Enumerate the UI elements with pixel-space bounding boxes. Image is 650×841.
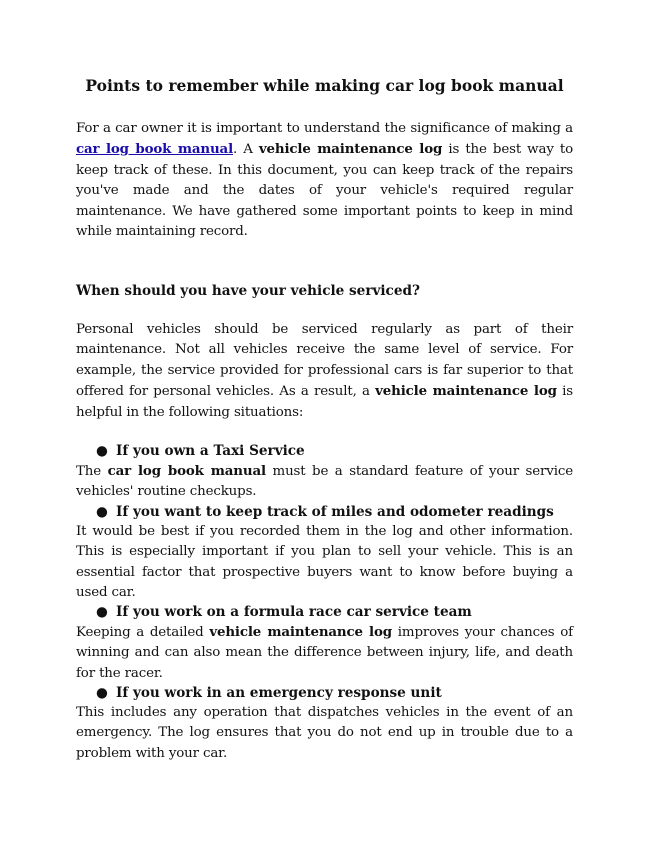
section-paragraph	[76, 320, 573, 423]
bullet-body-race-team	[76, 622, 573, 684]
body-text: Keeping a detailed	[76, 625, 210, 640]
bullet-heading-taxi	[96, 441, 573, 461]
bullet-heading-text: If you own a Taxi Service	[116, 443, 305, 459]
bullet-heading-text: If you work on a formula race car service team	[116, 604, 472, 620]
bullet-heading-emergency	[96, 683, 573, 703]
body-text: must be a standard feature of your service vehicles' routine checkups.	[76, 464, 573, 500]
bullet-heading-text: If you work in an emergency response unit	[116, 685, 442, 701]
body-text: improves your chances of winning and can also mean the difference between injury, life, and death for the racer.	[76, 625, 573, 681]
section-text-1: Personal vehicles should be serviced regularly as part of their maintenance. Not all vehicles receive the same level of service. For example, the service provided for professional cars is far superior to that offered for personal vehicles. As a result, a	[76, 322, 573, 400]
bullet-icon: ●	[96, 685, 108, 701]
bullet-body-emergency: This includes any operation that dispatches vehicles in the event of an emergency. The log ensures that you do not end up in trouble due to a problem with your car.	[76, 705, 573, 761]
bullet-heading-race-team	[96, 602, 573, 622]
bullet-body-odometer: It would be best if you recorded them in the log and other information. This is especially important if you plan to sell your vehicle. This is an essential factor that prospective buyers want to know before buying a used car.	[76, 524, 573, 601]
intro-text-2: . A	[233, 142, 259, 158]
body-text: The	[76, 464, 108, 479]
document-title: Points to remember while making car log book manual	[85, 76, 564, 95]
bullet-heading-odometer	[96, 502, 573, 522]
intro-text-3: is the best way to keep track of these. In this document, you can keep track of the repairs you've made and the dates of your vehicle's required regular maintenance. We have gathered some important points to keep in mind while maintaining record.	[76, 142, 573, 240]
section-text-2: is helpful in the following situations:	[76, 384, 573, 420]
body-bold-term: car log book manual	[107, 463, 266, 479]
bullet-icon: ●	[96, 443, 108, 459]
intro-paragraph	[76, 119, 573, 242]
intro-text-1: For a car owner it is important to understand the significance of making a	[76, 121, 573, 136]
bullet-heading-text: If you want to keep track of miles and odometer readings	[116, 504, 554, 520]
section-bold-term: vehicle maintenance log	[375, 383, 557, 400]
car-log-book-manual-link[interactable]: car log book manual	[76, 141, 234, 158]
section-heading: When should you have your vehicle serviced?	[76, 283, 420, 299]
body-bold-term: vehicle maintenance log	[209, 624, 392, 640]
bullet-icon: ●	[96, 604, 108, 620]
bullet-body-taxi	[76, 461, 573, 503]
bullet-icon: ●	[96, 504, 108, 520]
intro-bold-term: vehicle maintenance log	[258, 141, 443, 158]
